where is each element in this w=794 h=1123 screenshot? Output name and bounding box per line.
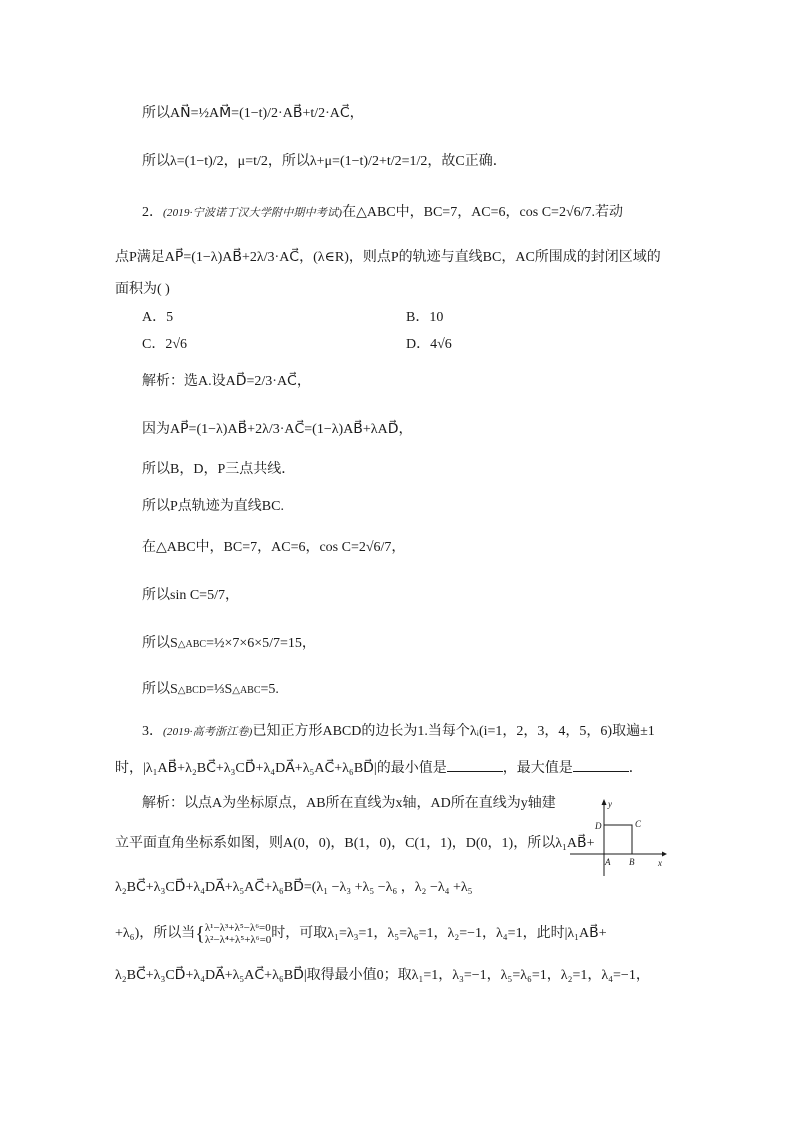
question-stem: 在△ABC中，BC=7，AC=6，cos C=2√6/7.若动 bbox=[342, 205, 624, 220]
question-stem: ，最大值是 bbox=[502, 761, 573, 776]
area-subscript: △ABC bbox=[232, 685, 261, 696]
question-stem: 已知正方形ABCD的边长为1.当每个λᵢ(i=1，2，3，4，5，6)取遍±1 bbox=[252, 724, 655, 739]
answer-text: +λ₆)，所以当 bbox=[115, 926, 196, 942]
label-x: x bbox=[658, 858, 662, 868]
question-number: 2． bbox=[142, 205, 163, 220]
answer-line-5: λ₂BC⃗+λ₃CD⃗+λ₄DA⃗+λ₅AC⃗+λ₆BD⃗|取得最小值0；取λ₁=1，λ₃=−1，λ₅=λ₆=1，λ₂=1，λ₄=−1， bbox=[115, 968, 650, 983]
option-c: C．2√6 bbox=[142, 337, 188, 352]
area-subscript: △ABC bbox=[177, 639, 207, 650]
area-formula: =½×7×6×5/7=15， bbox=[206, 636, 316, 651]
area-prefix: 所以S bbox=[142, 636, 178, 651]
solution-line-1: 解析：选A.设AD⃗=2/3·AC⃗， bbox=[142, 374, 311, 389]
answer-text: 时，可取λ₁=λ₃=1，λ₅=λ₆=1，λ₂=−1，λ₄=1，此时|λ₁AB⃗+ bbox=[271, 926, 607, 942]
coordinate-figure bbox=[566, 796, 670, 878]
question-stem: 时，|λ₁AB⃗+λ₂BC⃗+λ₃CD⃗+λ₄DA⃗+λ₅AC⃗+λ₆BD⃗|的最小值是 bbox=[115, 761, 447, 776]
area-subscript: △BCD bbox=[177, 685, 207, 696]
answer-line-4 bbox=[115, 922, 607, 946]
label-c: C bbox=[635, 819, 642, 829]
option-d: D．4√6 bbox=[406, 337, 452, 352]
answer-line-1: 解析：以点A为坐标原点，AB所在直线为x轴，AD所在直线为y轴建 bbox=[142, 796, 556, 811]
area-formula: =⅓S bbox=[206, 682, 233, 697]
area-prefix: 所以S bbox=[142, 682, 178, 697]
line-lambda-mu: 所以λ=(1−t)/2，μ=t/2，所以λ+μ=(1−t)/2+t/2=1/2，故C正确． bbox=[142, 154, 507, 169]
solution-line-7 bbox=[142, 634, 316, 655]
question-2-line-1 bbox=[142, 203, 623, 223]
equation-top: λ¹−λ³+λ⁵−λ⁶=0 bbox=[204, 922, 271, 934]
label-d: D bbox=[595, 821, 602, 831]
solution-line-5: 在△ABC中，BC=7，AC=6，cos C=2√6/7， bbox=[142, 540, 406, 555]
solution-line-2: 因为AP⃗=(1−λ)AB⃗+2λ/3·AC⃗=(1−λ)AB⃗+λAD⃗， bbox=[142, 422, 413, 437]
x-axis-arrow-icon bbox=[662, 852, 667, 857]
question-2-line-2: 点P满足AP⃗=(1−λ)AB⃗+2λ/3·AC⃗，(λ∈R)，则点P的轨迹与直线BC，AC所围成的封闭区域的 bbox=[115, 250, 661, 265]
answer-line-2: 立平面直角坐标系如图，则A(0，0)，B(1，0)，C(1，1)，D(0，1)，所以λ₁AB⃗+ bbox=[115, 836, 595, 851]
question-3-line-2 bbox=[115, 757, 643, 779]
option-b: B．10 bbox=[406, 310, 444, 325]
answer-line-3: λ₂BC⃗+λ₃CD⃗+λ₄DA⃗+λ₅AC⃗+λ₆BD⃗=(λ₁ −λ₃ +λ₅ −λ₆ ，λ₂ −λ₄ +λ₅ bbox=[115, 880, 473, 895]
question-2-line-3: 面积为( ) bbox=[115, 282, 170, 297]
question-number: 3． bbox=[142, 724, 163, 739]
answer-blank-min[interactable] bbox=[447, 757, 503, 772]
solution-line-8 bbox=[142, 680, 279, 701]
equation-system bbox=[205, 922, 271, 946]
y-axis-arrow-icon bbox=[602, 799, 607, 805]
line-an-vector: 所以AN⃗=½AM⃗=(1−t)/2·AB⃗+t/2·AC⃗， bbox=[142, 106, 364, 121]
question-3-line-1 bbox=[142, 722, 655, 742]
area-result: =5. bbox=[260, 682, 279, 697]
question-stem: ． bbox=[628, 761, 643, 776]
solution-line-3: 所以B，D，P三点共线． bbox=[142, 462, 296, 477]
solution-line-4: 所以P点轨迹为直线BC. bbox=[142, 499, 284, 514]
label-a: A bbox=[605, 857, 611, 867]
option-a: A．5 bbox=[142, 310, 174, 325]
solution-line-6: 所以sin C=5/7， bbox=[142, 588, 239, 603]
square-abcd bbox=[604, 825, 632, 854]
question-source: (2019·宁波诺丁汉大学附中期中考试) bbox=[163, 207, 343, 219]
label-b: B bbox=[629, 857, 635, 867]
question-source: (2019·高考浙江卷) bbox=[163, 726, 253, 738]
label-y: y bbox=[608, 799, 612, 809]
brace: { bbox=[195, 923, 205, 945]
equation-bottom: λ²−λ⁴+λ⁵+λ⁶=0 bbox=[204, 934, 272, 946]
answer-blank-max[interactable] bbox=[573, 757, 629, 772]
